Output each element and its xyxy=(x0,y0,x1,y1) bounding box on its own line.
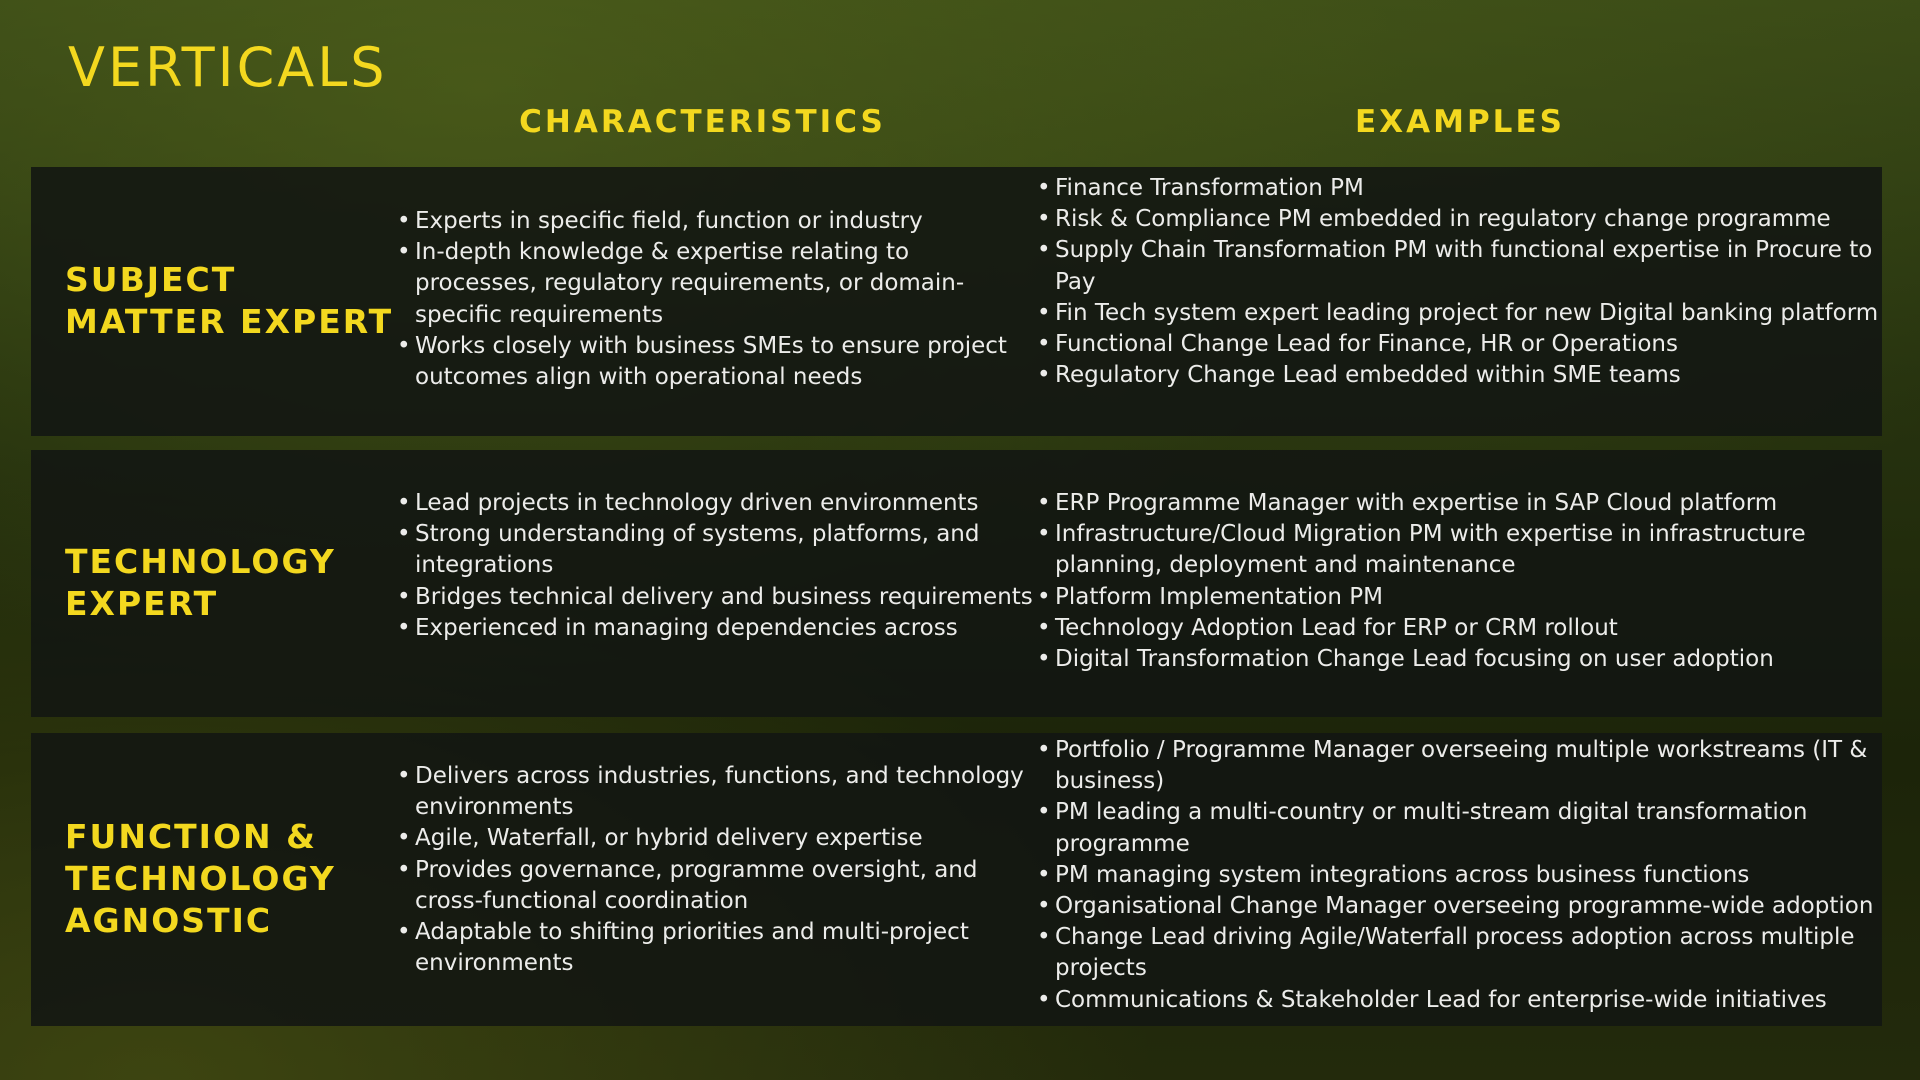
list-item: • Communications & Stakeholder Lead for enterprise-wide initiatives xyxy=(1037,985,1917,1016)
row-label xyxy=(65,816,336,942)
list-item: • Supply Chain Transformation PM with functional expertise in Procure to Pay xyxy=(1037,235,1917,297)
list-item: • Infrastructure/Cloud Migration PM with expertise in infrastructure planning, deployment and maintenance xyxy=(1037,519,1917,581)
page-title: VERTICALS xyxy=(68,36,388,99)
list-item: • PM leading a multi-country or multi-stream digital transformation programme xyxy=(1037,797,1917,859)
list-item: • Risk & Compliance PM embedded in regulatory change programme xyxy=(1037,204,1917,235)
list-item: • Experienced in managing dependencies across xyxy=(397,613,1037,644)
characteristics-list xyxy=(397,761,1037,979)
row-label-line: SUBJECT xyxy=(65,260,237,299)
list-item: • Organisational Change Manager overseeing programme-wide adoption xyxy=(1037,891,1917,922)
list-item: • Technology Adoption Lead for ERP or CRM rollout xyxy=(1037,613,1917,644)
vertical-row-function-technology-agnostic xyxy=(31,733,1882,1026)
list-item: • Portfolio / Programme Manager overseeing multiple workstreams (IT & business) xyxy=(1037,735,1917,797)
row-label-line: AGNOSTIC xyxy=(65,901,273,940)
characteristics-header: CHARACTERISTICS xyxy=(519,104,886,140)
list-item: • Lead projects in technology driven environments xyxy=(397,488,1037,519)
vertical-row-subject-matter-expert xyxy=(31,167,1882,436)
row-label-line: TECHNOLOGY xyxy=(65,859,336,898)
row-label-line: MATTER EXPERT xyxy=(65,302,394,341)
list-item: • Delivers across industries, functions, and technology environments xyxy=(397,761,1037,823)
row-label xyxy=(65,259,393,343)
row-label-line: FUNCTION & xyxy=(65,817,317,856)
list-item: • Works closely with business SMEs to ensure project outcomes align with operational needs xyxy=(397,331,1037,393)
list-item: • Digital Transformation Change Lead focusing on user adoption xyxy=(1037,644,1917,675)
row-label-line: TECHNOLOGY xyxy=(65,542,336,581)
list-item: • Platform Implementation PM xyxy=(1037,582,1917,613)
list-item: • Finance Transformation PM xyxy=(1037,173,1917,204)
list-item: • Strong understanding of systems, platforms, and integrations xyxy=(397,519,1037,581)
examples-list xyxy=(1037,488,1917,675)
row-label-line: EXPERT xyxy=(65,584,219,623)
list-item: • Change Lead driving Agile/Waterfall process adoption across multiple projects xyxy=(1037,922,1917,984)
list-item: • Provides governance, programme oversight, and cross-functional coordination xyxy=(397,855,1037,917)
characteristics-list xyxy=(397,488,1037,644)
list-item: • PM managing system integrations across business functions xyxy=(1037,860,1917,891)
list-item: • Agile, Waterfall, or hybrid delivery expertise xyxy=(397,823,1037,854)
characteristics-list xyxy=(397,206,1037,393)
list-item: • Regulatory Change Lead embedded within SME teams xyxy=(1037,360,1917,391)
examples-header: EXAMPLES xyxy=(1355,104,1565,140)
list-item: • Fin Tech system expert leading project for new Digital banking platform xyxy=(1037,298,1917,329)
list-item: • Experts in specific field, function or industry xyxy=(397,206,1037,237)
examples-list xyxy=(1037,173,1917,391)
row-label xyxy=(65,541,336,625)
vertical-row-technology-expert xyxy=(31,450,1882,717)
list-item: • Bridges technical delivery and business requirements xyxy=(397,582,1037,613)
list-item: • Adaptable to shifting priorities and multi-project environments xyxy=(397,917,1037,979)
list-item: • Functional Change Lead for Finance, HR or Operations xyxy=(1037,329,1917,360)
list-item: • In-depth knowledge & expertise relating to processes, regulatory requirements, or domain-specific requirements xyxy=(397,237,1037,331)
examples-list xyxy=(1037,735,1917,1016)
list-item: • ERP Programme Manager with expertise in SAP Cloud platform xyxy=(1037,488,1917,519)
